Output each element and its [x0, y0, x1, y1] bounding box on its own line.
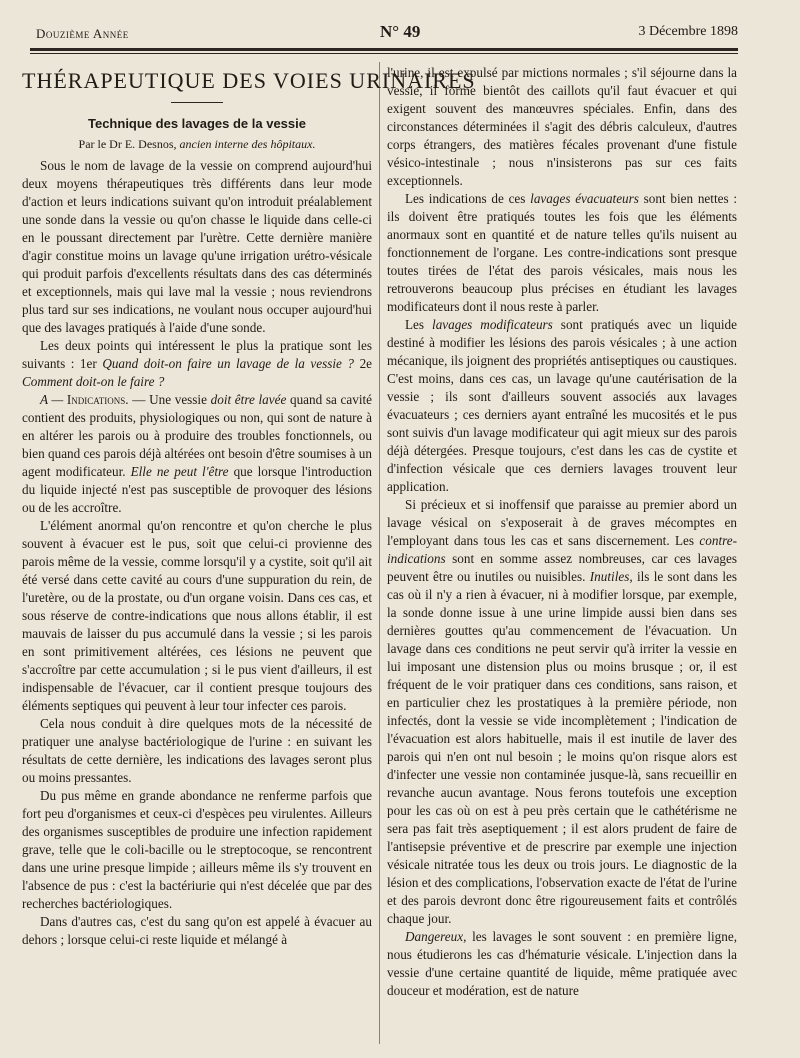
byline-author: Par le Dr E. Desnos, — [78, 137, 177, 151]
header-rule — [30, 48, 738, 54]
paragraph: Cela nous conduit à dire quelques mots de la nécessité de pratiquer une analyse bactériologique de l'urine : en suivant les résultats de cette dernière, les indications des lavages seront plus ou moins pressantes. — [22, 716, 372, 785]
volume-label: Douzième Année — [36, 26, 129, 41]
paragraph: Les lavages modificateurs sont pratiqués avec un liquide destiné à modifier les lésions des parois vésicales ; à une action mécanique, ils joignent des propriétés antiseptiques ou caustiques. C'est moins, dans ces cas, un lavage qu'une cautérisation de la vessie ; ils sont d'ailleurs souvent associés aux lavages évacuateurs ; ces derniers ayant entraîné les mucosités et le pus sont suivis d'un lavage modificateur qui agit mieux sur des parois déjà détergées. Presque toujours, c'est dans les cas de cystite et d'infection vésicale que ces derniers lavages trouvent leur application. — [387, 317, 738, 494]
title-rule — [171, 102, 223, 103]
paragraph: Dans d'autres cas, c'est du sang qu'on est appelé à évacuer au dehors ; lorsque celui-ci reste liquide et mélangé à — [22, 914, 372, 947]
paragraph: Si précieux et si inoffensif que paraisse au premier abord un lavage vésical on s'exposerait à de graves mécomptes en l'employant dans tous les cas et sans discernement. Les contre-indications sont en somme assez nombreuses, car ces lavages peuvent être ou inutiles ou nuisibles. Inutiles, ils le sont dans les cas où il n'y a rien à évacuer, ni à modifier lorsque, par exemple, la sonde donne issue à une urine limpide aussi bien dans ses dernières gouttes qu'au commencement de l'évacuation. Un lavage dans ces conditions ne peut servir qu'à irriter la vessie en lui imposant une distension plus ou moins brusque ; or, il est fréquent de le voir pratiquer dans ces conditions, sans raison, et en particulier chez les prostatiques à la première période, non infectés, dont la vessie se vide incomplètement ; l'indication de l'évacuation est alors habituelle, mais il est inutile de laver des parois qui n'en ont nul besoin ; le moins qu'on risque alors est d'infecter une vessie non contaminée jusque-là, sans recueillir en revanche aucun avantage. Nous ferons toutefois une exception pour les cas où on est à peu près certain que le cathétérisme ne sera pas fait très aseptiquement ; il est alors prudent de faire de l'antisepsie préventive et de prescrire par exemple une injection vésicale nitratée tous les deux ou trois jours. Le diagnostic de la lésion et des complications, l'observation exacte de l'état de l'urine et des parois devront donc être rigoureusement faits et contrôlés chaque jour. — [387, 497, 737, 926]
paragraph: Les deux points qui intéressent le plus la pratique sont les suivants : 1er Quand doit-on faire un lavage de la vessie ? 2e Comment doit-on le faire ? — [22, 338, 373, 389]
paragraph: Dangereux, les lavages le sont souvent : en première ligne, nous étudierons les cas d'hématurie vésicale. L'injection dans la vessie d'une certaine quantité de liquide, même pratiquée avec douceur et modération, est de nature — [387, 929, 737, 998]
paragraph: Du pus même en grande abondance ne renferme parfois que fort peu d'organismes et ceux-ci d'espèces peu virulentes. Ailleurs des organismes susceptibles de produire une infection rapidement grave, telle que le coli-bacille ou le streptocoque, se rencontrent dans une urine presque limpide ; ailleurs même ils s'y trouvent en l'absence de pus : c'est la bactériurie qui n'est décelée que par des recherches bactériologiques. — [22, 788, 372, 911]
column-divider — [379, 62, 380, 1044]
issue-date: 3 Décembre 1898 — [638, 24, 738, 39]
paragraph: l'urine, il est expulsé par mictions normales ; s'il séjourne dans la vessie, il forme bientôt des caillots qu'il faut évacuer et qui exigent souvent des manœuvres spéciales. Enfin, dans des circonstances déterminées il s'agit des débris calculeux, d'autres corps étrangers, des matières fécales provenant d'une fistule vésico-intestinale ; nous n'insisterons pas sur ces faits exceptionnels. — [387, 65, 737, 188]
left-column — [22, 64, 476, 1048]
section-title: THÉRAPEUTIQUE DES VOIES URINAIRES — [22, 68, 476, 93]
page-header — [30, 22, 738, 44]
byline-role: ancien interne des hôpitaux. — [179, 137, 316, 151]
paragraph: L'élément anormal qu'on rencontre et qu'on cherche le plus souvent à évacuer est le pus, soit que celui-ci provienne des parois même de la vessie, comme lorsqu'il y a cystite, soit qu'il ait été versé dans cette cavité au cours d'une suppuration du rein, de l'uretère, ou de la prostate, ou d'un organe voisin. Dans ces cas, et sous réserve de contre-indications que nous allons établir, il est mauvais de laisser du pus accumulé dans la vessie ; si les parois en sont primitivement altérées, ces lésions ne peuvent que s'accroître par cette accumulation ; si le pus vient d'ailleurs, il est indispensable de l'évacuer, car il contient presque toujours des éléments septiques qui peuvent à leur tour infecter ces parois. — [22, 518, 372, 713]
right-column — [387, 64, 737, 1048]
paragraph: Sous le nom de lavage de la vessie on comprend aujourd'hui deux moyens thérapeutiques très différents dans leur mode d'action et leurs indications suivant qu'on introduit préalablement une sonde dans la vessie ou qu'on chasse le liquide dans celle-ci en le poussant directement par l'urètre. Cette dernière manière d'agir constitue moins un lavage qu'une irrigation urétro-vésicale qui produit parfois d'excellents résultats dans des cas déterminés et exceptionnels, mais qui lave mal la vessie ; nous reviendrons plus tard sur ses indications, ne voulant nous occuper aujourd'hui que des lavages pratiqués à l'aide d'une sonde. — [22, 158, 372, 335]
paragraph: Les indications de ces lavages évacuateurs sont bien nettes : ils doivent être pratiqués toutes les fois que les éléments anormaux sont en quantité et de nature telles qu'ils nuisent au fonctionnement de l'organe. Les contre-indications sont presque toutes tirées de l'état des parois vésicales, mais nous les retrouverons beaucoup plus précises en étudiant les lavages modificateurs dont il nous reste à parler. — [387, 191, 737, 314]
paragraph: A — Indications. — Une vessie doit être lavée quand sa cavité contient des produits, physiologiques ou non, qui sont de nature à en altérer les parois ou à produire des troubles fonctionnels, ou bien quand ces parois déjà altérées ont besoin d'être soumises à un agent modificateur. Elle ne peut l'être que lorsque l'introduction du liquide injecté n'est pas susceptible de provoquer des lésions ou de les accroître. — [22, 392, 373, 515]
byline — [22, 135, 372, 153]
article-title: Technique des lavages de la vessie — [88, 116, 306, 131]
issue-number: N° 49 — [380, 22, 421, 41]
